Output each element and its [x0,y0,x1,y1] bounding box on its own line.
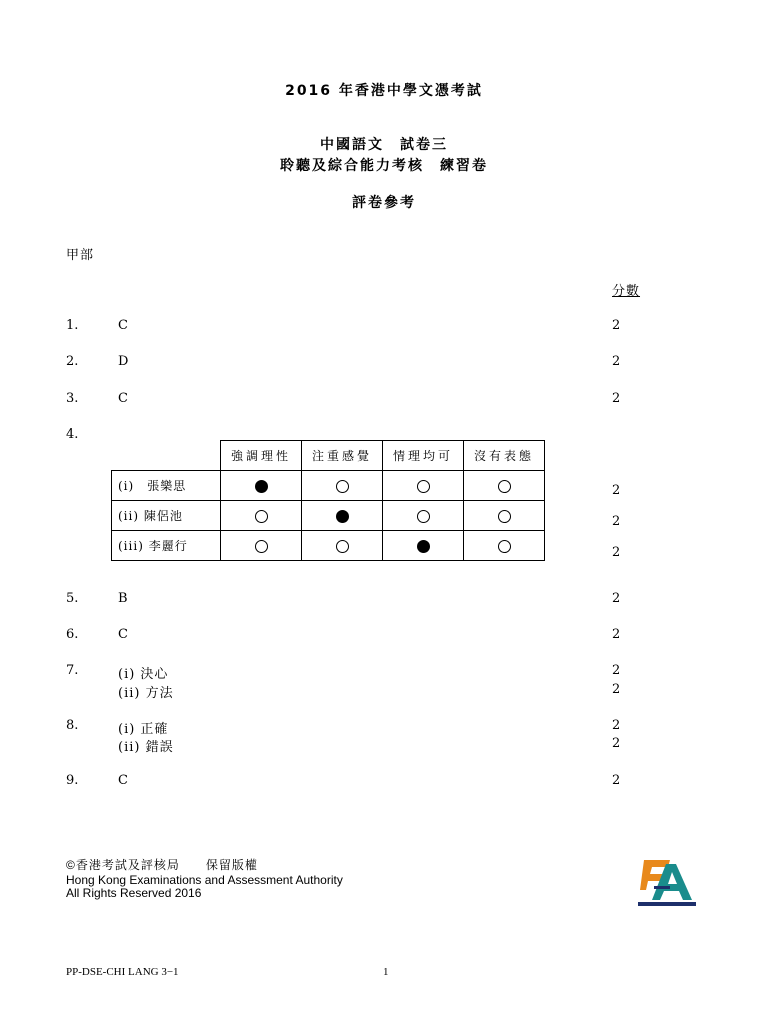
document-code: PP-DSE-CHI LANG 3−1 [66,966,179,978]
grid-row-label: (ii) 陳侶池 [112,501,221,531]
answer: (i) 正確 [118,722,169,737]
marking-scheme-title: 評卷參考 [352,195,416,211]
score: 2 [612,318,621,333]
score: 2 [612,391,621,406]
grid-column-header: 注重感覺 [302,441,383,471]
rights-reserved: All Rights Reserved 2016 [66,886,202,900]
page-number: 1 [383,966,389,978]
answer: (ii) 方法 [118,686,174,701]
score: 2 [612,718,621,733]
question-number: 2. [66,354,79,369]
grid-row [112,531,545,561]
score: 2 [612,514,621,529]
answer-circle [417,480,430,493]
score: 2 [612,627,621,642]
answer-circle [336,540,349,553]
answer: B [118,591,129,606]
answer: D [118,354,130,369]
grid-column-header: 沒有表態 [464,441,545,471]
answer: (i) 決心 [118,667,169,682]
question-number: 1. [66,318,79,333]
score: 2 [612,663,621,678]
question-number: 7. [66,663,79,678]
answer-circle [255,480,268,493]
grid-row [112,501,545,531]
grid-column-header: 情理均可 [383,441,464,471]
question-number: 9. [66,773,79,788]
question-number: 5. [66,591,79,606]
score: 2 [612,545,621,560]
answer: C [118,391,129,406]
grid-row-label: (i) 張樂思 [112,471,221,501]
score: 2 [612,591,621,606]
grid-corner [112,441,221,471]
score: 2 [612,682,621,697]
answer: (ii) 錯誤 [118,740,174,755]
answer-circle [417,540,430,553]
score: 2 [612,736,621,751]
answer: C [118,773,129,788]
question-number: 4. [66,427,79,442]
hkeaa-logo-icon [636,856,698,908]
answer-circle [417,510,430,523]
question-number: 3. [66,391,79,406]
paper-title: 中國語文 試卷三 [320,137,448,153]
grid-row [112,471,545,501]
score: 2 [612,354,621,369]
answer: C [118,627,129,642]
grid-row-label: (iii) 李麗行 [112,531,221,561]
question-number: 6. [66,627,79,642]
copyright-chinese: ©香港考試及評核局 保留版權 [66,858,258,872]
section-label: 甲部 [66,248,95,263]
exam-title: 2016 年香港中學文憑考試 [285,83,483,99]
question-number: 8. [66,718,79,733]
answer: C [118,318,129,333]
score: 2 [612,483,621,498]
answer-circle [498,510,511,523]
score: 2 [612,773,621,788]
answer-circle [255,510,268,523]
answer-circle [336,510,349,523]
answer-circle [498,540,511,553]
answer-circle [336,480,349,493]
answer-grid [111,440,545,561]
answer-circle [255,540,268,553]
authority-name: Hong Kong Examinations and Assessment Authority [66,873,343,887]
answer-circle [498,480,511,493]
grid-column-header: 強調理性 [221,441,302,471]
paper-subtitle: 聆聽及綜合能力考核 練習卷 [280,158,488,174]
score-column-header: 分數 [612,284,641,299]
